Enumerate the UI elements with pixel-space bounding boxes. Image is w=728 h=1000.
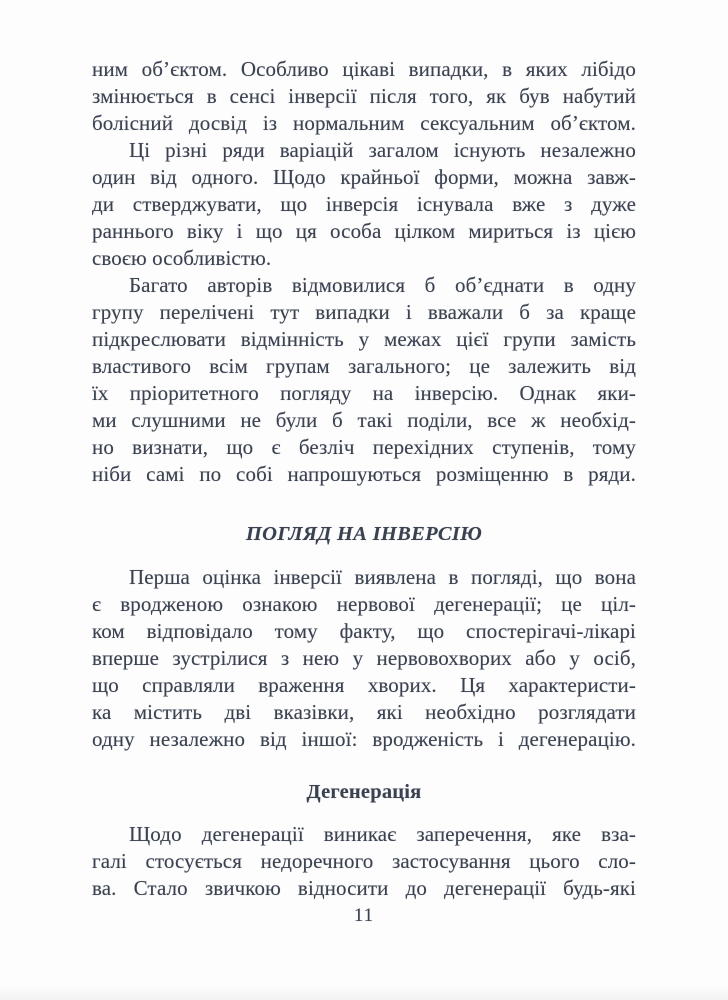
text-line: раннього віку і що ця особа цілком мириться із цією <box>92 219 636 243</box>
text-block <box>92 0 636 902</box>
text-line: групу перелічені тут випадки і вважали б за краще <box>92 300 636 324</box>
text-line: властивого всім групам загального; це залежить від <box>92 354 636 378</box>
text-line: Щодо дегенерації виникає заперечення, яке вза- <box>129 822 636 846</box>
text-line: є вродженою ознакою нервової дегенерації; це ціл- <box>92 592 636 616</box>
text-line: болісний досвід із нормальним сексуальним об’єктом. <box>92 111 636 135</box>
text-line: ніби самі по собі напрошуються розміщенню в ряди. <box>92 462 636 486</box>
paragraph <box>92 272 636 488</box>
text-line: вперше зустрілися з нею у нервовохворих або у осіб, <box>92 646 636 670</box>
text-line: ва. Стало звичкою відносити до дегенерації будь-які <box>92 876 636 900</box>
text-line: Багато авторів відмовилися б об’єднати в одну <box>129 273 636 297</box>
text-line: підкреслювати відмінність у межах цієї групи замість <box>92 327 636 351</box>
text-line: їх пріоритетного погляду на інверсію. Однак яки- <box>92 381 636 405</box>
paragraph <box>92 56 636 137</box>
section-heading: ПОГЛЯД НА ІНВЕРСІЮ <box>245 523 483 545</box>
text-line: своєю особливістю. <box>92 246 272 270</box>
page-number: 11 <box>353 905 375 926</box>
page-bottom-shade <box>0 986 728 1000</box>
text-line: ком відповідало тому факту, що спостерігачі-лікарі <box>92 619 636 643</box>
text-line: ди стверджувати, що інверсія існувала вже з дуже <box>92 192 636 216</box>
text-line: Перша оцінка інверсії виявлена в погляді, що вона <box>129 565 636 589</box>
sub-section-heading: Дегенерація <box>306 781 422 803</box>
paragraph <box>92 564 636 753</box>
text-line: ним об’єктом. Особливо цікаві випадки, в яких лібідо <box>92 57 636 81</box>
page-footer <box>92 900 636 928</box>
text-line: одну незалежно від іншої: вродженість і дегенерацію. <box>92 727 636 751</box>
paragraph <box>92 137 636 272</box>
text-line: галі стосується недоречного застосування цього сло- <box>92 849 636 873</box>
text-line: Ці різні ряди варіацій загалом існують незалежно <box>129 138 636 162</box>
text-line: один від одного. Щодо крайньої форми, можна завж- <box>92 165 636 189</box>
text-line: що справляли враження хворих. Ця характеристи- <box>92 673 636 697</box>
text-line: но визнати, що є безліч перехідних ступенів, тому <box>92 435 636 459</box>
text-line: змінюється в сенсі інверсії після того, як був набутий <box>92 84 636 108</box>
text-line: ка містить дві вказівки, які необхідно розглядати <box>92 700 636 724</box>
paragraph <box>92 821 636 902</box>
text-line: ми слушними не були б такі поділи, все ж необхід- <box>92 408 636 432</box>
